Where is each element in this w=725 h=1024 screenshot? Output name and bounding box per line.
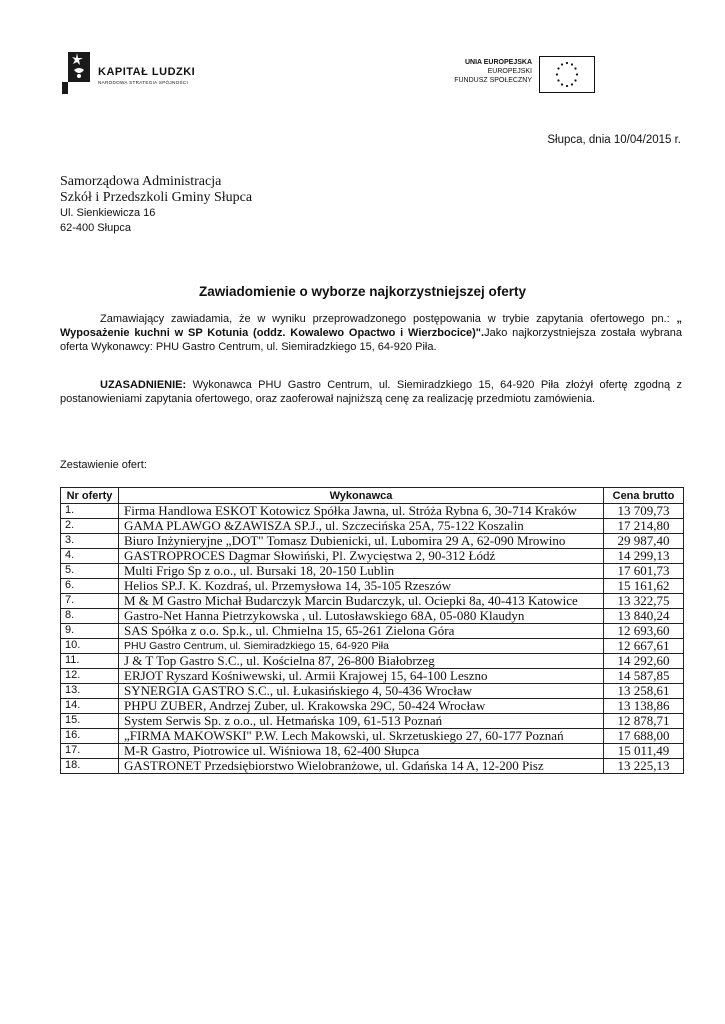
row-price: 12 878,71 <box>604 714 684 729</box>
table-row <box>61 594 684 609</box>
row-price: 17 601,73 <box>604 564 684 579</box>
row-nr: 1. <box>61 504 119 519</box>
paragraph-intro: Zamawiający zawiadamia, że w wyniku przeprowadzonego postępowania w trybie zapytania ofertowego pn.: <box>100 313 677 325</box>
row-nr: 10. <box>61 639 119 654</box>
row-contractor: SAS Spółka z o.o. Sp.k., ul. Chmielna 15, 65-261 Zielona Góra <box>119 624 604 639</box>
row-nr: 9. <box>61 624 119 639</box>
offers-table <box>60 487 684 774</box>
row-price: 13 322,75 <box>604 594 684 609</box>
justification-paragraph <box>60 378 682 406</box>
row-contractor: M-R Gastro, Piotrowice ul. Wiśniowa 18, 62-400 Słupca <box>119 744 604 759</box>
header-contractor: Wykonawca <box>119 488 604 504</box>
row-nr: 6. <box>61 579 119 594</box>
row-nr: 11. <box>61 654 119 669</box>
row-nr: 17. <box>61 744 119 759</box>
header-nr: Nr oferty <box>61 488 119 504</box>
eu-caption <box>440 58 532 85</box>
eu-line-3: FUNDUSZ SPOŁECZNY <box>454 77 532 84</box>
recipient-address <box>60 174 252 236</box>
row-contractor: SYNERGIA GASTRO S.C., ul. Łukasińskiego 4, 50-436 Wrocław <box>119 684 604 699</box>
document-date: Słupca, dnia 10/04/2015 r. <box>547 134 681 146</box>
table-row <box>61 684 684 699</box>
row-nr: 7. <box>61 594 119 609</box>
row-contractor: PHPU ZUBER, Andrzej Zuber, ul. Krakowska 29C, 50-424 Wrocław <box>119 699 604 714</box>
table-row <box>61 744 684 759</box>
row-nr: 4. <box>61 549 119 564</box>
table-row <box>61 669 684 684</box>
justification-text: Wykonawca PHU Gastro Centrum, ul. Siemiradzkiego 15, 64-920 Piła złożył ofertę zgodną z postanowieniami zapytania ofertowego, oraz zaoferował najniższą cenę za realizację przedmiotu zamówienia. <box>60 379 682 405</box>
row-price: 13 840,24 <box>604 609 684 624</box>
row-contractor: GAMA PLAWGO &ZAWISZA SP.J., ul. Szczecińska 25A, 75-122 Koszalin <box>119 519 604 534</box>
table-row <box>61 609 684 624</box>
row-nr: 8. <box>61 609 119 624</box>
row-price: 17 214,80 <box>604 519 684 534</box>
row-price: 12 693,60 <box>604 624 684 639</box>
row-contractor: Gastro-Net Hanna Pietrzykowska , ul. Lutosławskiego 68A, 05-080 Klaudyn <box>119 609 604 624</box>
row-price: 13 138,86 <box>604 699 684 714</box>
page-title: Zawiadomienie o wyborze najkorzystniejszej oferty <box>198 284 527 299</box>
row-price: 15 011,49 <box>604 744 684 759</box>
row-price: 14 299,13 <box>604 549 684 564</box>
row-price: 15 161,62 <box>604 579 684 594</box>
table-header-row <box>61 488 684 504</box>
row-nr: 5. <box>61 564 119 579</box>
recipient-line-3: Ul. Sienkiewicza 16 <box>60 207 156 219</box>
row-nr: 16. <box>61 729 119 744</box>
row-contractor: „FIRMA MAKOWSKI" P.W. Lech Makowski, ul. Skrzetuskiego 27, 60-177 Poznań <box>119 729 604 744</box>
row-nr: 18. <box>61 759 119 774</box>
table-row <box>61 504 684 519</box>
row-price: 14 292,60 <box>604 654 684 669</box>
header-price: Cena brutto <box>604 488 684 504</box>
eu-flag-icon <box>539 56 595 93</box>
row-price: 13 258,61 <box>604 684 684 699</box>
row-price: 13 709,73 <box>604 504 684 519</box>
row-price: 29 987,40 <box>604 534 684 549</box>
row-nr: 2. <box>61 519 119 534</box>
recipient-line-2: Szkół i Przedszkoli Gminy Słupca <box>60 190 253 205</box>
table-row <box>61 699 684 714</box>
row-contractor: Helios SP.J. K. Kozdraś, ul. Przemysłowa 14, 35-105 Rzeszów <box>119 579 604 594</box>
kapital-ludzki-subtitle: NARODOWA STRATEGIA SPÓJNOŚCI <box>98 80 189 85</box>
row-contractor: Multi Frigo Sp z o.o., ul. Bursaki 18, 20-150 Lublin <box>119 564 604 579</box>
table-row <box>61 534 684 549</box>
row-contractor: J & T Top Gastro S.C., ul. Kościelna 87, 26-800 Białobrzeg <box>119 654 604 669</box>
row-price: 14 587,85 <box>604 669 684 684</box>
table-row <box>61 714 684 729</box>
row-nr: 12. <box>61 669 119 684</box>
table-row <box>61 519 684 534</box>
eu-line-2: EUROPEJSKI <box>487 68 532 75</box>
paragraph-outro: Jako najkorzystniejsza została wybrana oferta Wykonawcy: PHU Gastro Centrum, ul. Siemiradzkiego 15, 64-920 Piła. <box>60 327 682 353</box>
table-row <box>61 759 684 774</box>
row-contractor: PHU Gastro Centrum, ul. Siemiradzkiego 15, 64-920 Piła <box>119 639 604 654</box>
justification-label: UZASADNIENIE: <box>100 379 187 391</box>
kapital-ludzki-title: KAPITAŁ LUDZKI <box>98 66 196 78</box>
project-name: „ Wyposażenie kuchni w SP Kotunia (oddz. Kowalewo Opactwo i Wierzbocice)". <box>60 313 682 339</box>
eu-line-1: UNIA EUROPEJSKA <box>464 59 532 66</box>
row-nr: 14. <box>61 699 119 714</box>
table-row <box>61 729 684 744</box>
row-contractor: GASTRONET Przedsiębiorstwo Wielobranżowe, ul. Gdańska 14 A, 12-200 Pisz <box>119 759 604 774</box>
notification-paragraph <box>60 312 682 354</box>
table-row <box>61 564 684 579</box>
row-contractor: System Serwis Sp. z o.o., ul. Hetmańska 109, 61-513 Poznań <box>119 714 604 729</box>
row-price: 17 688,00 <box>604 729 684 744</box>
summary-label: Zestawienie ofert: <box>60 459 147 471</box>
row-nr: 13. <box>61 684 119 699</box>
kapital-ludzki-logo-icon <box>62 52 90 94</box>
table-row <box>61 579 684 594</box>
table-row <box>61 624 684 639</box>
row-nr: 3. <box>61 534 119 549</box>
row-nr: 15. <box>61 714 119 729</box>
table-row <box>61 549 684 564</box>
recipient-line-1: Samorządowa Administracja <box>60 174 222 189</box>
row-price: 13 225,13 <box>604 759 684 774</box>
table-row <box>61 639 684 654</box>
table-row <box>61 654 684 669</box>
row-contractor: Biuro Inżynieryjne „DOT" Tomasz Dubienicki, ul. Lubomira 29 A, 62-090 Mrowino <box>119 534 604 549</box>
row-contractor: GASTROPROCES Dagmar Słowiński, Pl. Zwycięstwa 2, 90-312 Łódź <box>119 549 604 564</box>
row-contractor: Firma Handlowa ESKOT Kotowicz Spółka Jawna, ul. Stróża Rybna 6, 30-714 Kraków <box>119 504 604 519</box>
row-contractor: M & M Gastro Michał Budarczyk Marcin Budarczyk, ul. Ociepki 8a, 40-413 Katowice <box>119 594 604 609</box>
row-contractor: ERJOT Ryszard Kośniwewski, ul. Armii Krajowej 15, 64-100 Leszno <box>119 669 604 684</box>
recipient-line-4: 62-400 Słupca <box>60 222 131 234</box>
row-price: 12 667,61 <box>604 639 684 654</box>
